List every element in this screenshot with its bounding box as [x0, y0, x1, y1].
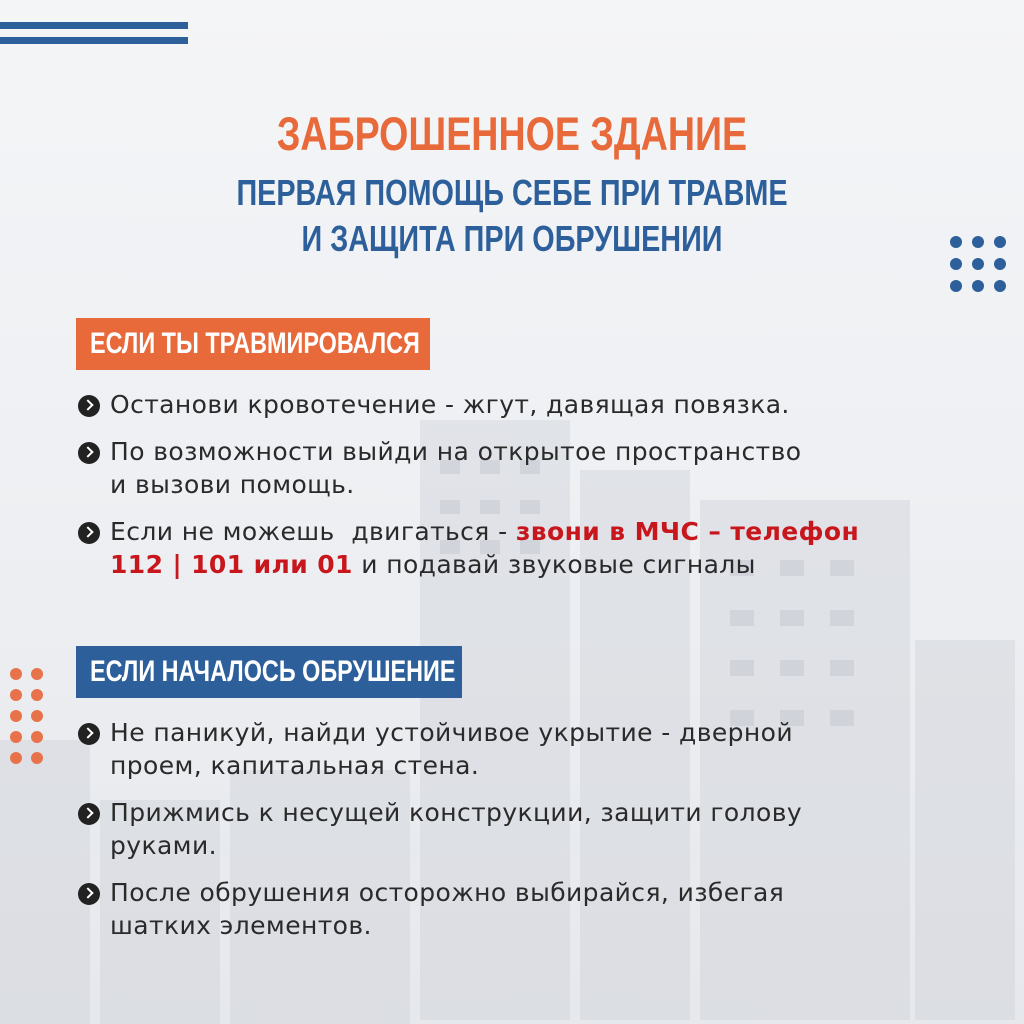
list-item-text: [110, 435, 801, 501]
list-item-line: Не паникуй, найди устойчивое укрытие - дверной: [110, 718, 793, 747]
list-item: [78, 515, 958, 581]
page-subtitle-line-1: ПЕРВАЯ ПОМОЩЬ СЕБЕ ПРИ ТРАВМЕ: [236, 172, 788, 213]
chevron-right-circle-icon: [78, 522, 100, 544]
list-item-line: руками.: [110, 831, 217, 860]
section-heading-injured-label: ЕСЛИ ТЫ ТРАВМИРОВАЛСЯ: [90, 327, 420, 360]
list-item-line: Прижмись к несущей конструкции, защити голову: [110, 798, 803, 827]
list-item-text-part: и подавай звуковые сигналы: [352, 550, 756, 579]
list-item-line: шатких элементов.: [110, 911, 372, 940]
list-item: [78, 435, 958, 501]
page-title: ЗАБРОШЕННОЕ ЗДАНИЕ: [276, 107, 748, 160]
list-item-text: [110, 796, 802, 862]
list-item-text: [110, 876, 784, 942]
list-item-text-part: Если не можешь двигаться -: [110, 517, 516, 546]
list-item-line: По возможности выйди на открытое пространство: [110, 437, 802, 466]
list-item-text: [110, 515, 859, 581]
chevron-right-circle-icon: [78, 803, 100, 825]
list-item-line: После обрушения осторожно выбирайся, избегая: [110, 878, 785, 907]
injured-list: [78, 388, 958, 595]
page-header: [0, 106, 1024, 262]
list-item-text: [110, 716, 793, 782]
chevron-right-circle-icon: [78, 883, 100, 905]
section-heading-collapse-label: ЕСЛИ НАЧАЛОСЬ ОБРУШЕНИЕ: [90, 655, 456, 688]
chevron-right-circle-icon: [78, 442, 100, 464]
list-item: [78, 388, 958, 421]
list-item-text: Останови кровотечение - жгут, давящая повязка.: [110, 390, 790, 419]
chevron-right-circle-icon: [78, 395, 100, 417]
section-heading-injured: [76, 318, 430, 370]
section-heading-collapse: [76, 646, 462, 698]
stripe: [0, 22, 188, 29]
chevron-right-circle-icon: [78, 723, 100, 745]
page-subtitle-line-2: И ЗАЩИТА ПРИ ОБРУШЕНИИ: [301, 218, 723, 259]
list-item-line: проем, капитальная стена.: [110, 751, 480, 780]
decorative-dots-orange: [10, 668, 43, 764]
stripe: [0, 37, 188, 44]
emergency-phone-numbers: 112 | 101 или 01: [110, 550, 353, 579]
decorative-stripes: [0, 22, 188, 52]
collapse-list: [78, 716, 958, 956]
list-item: [78, 796, 958, 862]
list-item-line: и вызови помощь.: [110, 470, 355, 499]
list-item: [78, 876, 958, 942]
emergency-call-text: звони в МЧС – телефон: [515, 517, 860, 546]
list-item: [78, 716, 958, 782]
list-item-line: [110, 515, 859, 548]
list-item-line: [110, 548, 859, 581]
